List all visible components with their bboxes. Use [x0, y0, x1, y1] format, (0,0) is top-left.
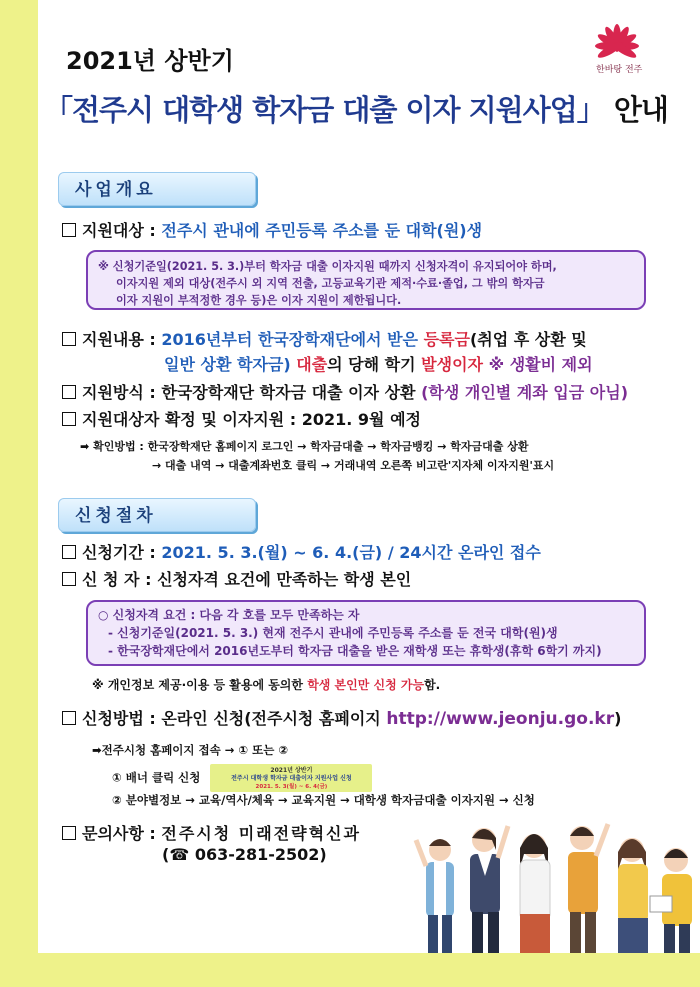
- privacy-line: [92, 676, 440, 693]
- applicant-value: 신청자격 요건에 만족하는 학생 본인: [157, 570, 412, 589]
- contact-row: [62, 821, 361, 844]
- contact-phone: (☎ 063-281-2502): [162, 845, 327, 864]
- howto-value: 온라인 신청(전주시청 홈페이지: [161, 709, 381, 728]
- person-icon: [650, 848, 692, 953]
- person-icon: [618, 838, 648, 953]
- content-exclusion: ※ 생활비 제외: [488, 355, 593, 374]
- period-suffix: / 24시간 온라인 접수: [387, 543, 541, 562]
- checkbox-icon: [62, 385, 76, 399]
- logo-text: 한바탕 전주: [596, 65, 643, 75]
- jeonju-logo-icon: [582, 22, 652, 88]
- howto-close: ): [614, 709, 622, 728]
- checkbox-icon: [62, 545, 76, 559]
- note-line: - 한국장학재단에서 2016년도부터 학자금 대출을 받은 재학생 또는 휴학생(휴학 6학기 까지): [108, 644, 602, 658]
- page-subtitle: 2021년 상반기: [66, 47, 234, 75]
- step-1: [112, 764, 372, 792]
- bottom-accent-bar: [0, 953, 700, 987]
- arrow-icon: ➡: [80, 440, 90, 453]
- page-title: [44, 88, 668, 129]
- person-icon: [520, 834, 550, 953]
- confirm-label: 지원대상자 확정 및 이자지원 :: [82, 410, 297, 429]
- target-row: [62, 218, 482, 241]
- banner-line-1: 2021년 상반기: [270, 767, 313, 774]
- target-label: 지원대상 :: [82, 221, 156, 240]
- arrow-icon: ➡: [92, 743, 102, 757]
- check-text: 확인방법 : 한국장학재단 홈페이지 로그인 → 학자금대출 → 학자금뱅킹 → 학자금대출 상환: [93, 440, 529, 453]
- step-text: ① 배너 클릭 신청: [112, 770, 201, 785]
- content-row: [62, 327, 587, 350]
- step-2: ② 분야별정보 → 교육/역사/체육 → 교육지원 → 대학생 학자금대출 이자지원 → 신청: [112, 793, 535, 807]
- privacy-text: ※ 개인정보 제공·이용 등 활용에 동의한: [92, 678, 303, 692]
- note-line: 이자 지원이 부적정한 경우 등)은 이자 지원이 제한됩니다.: [116, 294, 402, 307]
- checkbox-icon: [62, 826, 76, 840]
- method-row: [62, 380, 628, 403]
- privacy-highlight: 학생 본인만 신청 가능: [307, 678, 425, 692]
- title-main: 「전주시 대학생 학자금 대출 이자 지원사업」: [44, 93, 605, 127]
- contact-label: 문의사항 :: [82, 824, 156, 843]
- confirm-row: [62, 407, 421, 430]
- note-line: ※ 신청기준일(2021. 5. 3.)부터 학자금 대출 이자지원 때까지 신청자격이 유지되어야 하며,: [98, 260, 557, 273]
- period-row: [62, 540, 541, 563]
- left-accent-bar: [0, 0, 38, 987]
- banner-line-2: 전주시 대학생 학자금 대출이자 지원사업 신청: [231, 775, 352, 782]
- method-value: 한국장학재단 학자금 대출 이자 상환: [161, 383, 416, 402]
- homepage-link[interactable]: http://www.jeonju.go.kr: [386, 709, 615, 729]
- applicant-label: 신 청 자 :: [82, 570, 152, 589]
- cheering-students-illustration: [412, 810, 700, 953]
- title-suffix: 안내: [613, 93, 668, 127]
- check-method-line-1: [80, 438, 529, 454]
- confirm-value: 2021. 9월 예정: [301, 410, 421, 429]
- note-line: ○ 신청자격 요건 : 다음 각 호를 모두 만족하는 자: [98, 608, 360, 622]
- note-line: 이자지원 제외 대상(전주시 외 지역 전출, 고등교육기관 제적·수료·졸업, 그 밖의 학자금: [116, 277, 545, 290]
- content-highlight: 등록금: [423, 330, 470, 349]
- howto-row: [62, 706, 621, 729]
- content-row-2: [164, 352, 593, 375]
- checkbox-icon: [62, 711, 76, 725]
- checkbox-icon: [62, 223, 76, 237]
- application-banner[interactable]: [210, 764, 372, 792]
- content-text: 2016년부터 한국장학재단에서 받은: [161, 330, 418, 349]
- person-icon: [416, 839, 454, 953]
- content-text: (취업 후 상환 및: [469, 330, 587, 349]
- content-text: 일반 상환 학자금): [164, 355, 291, 374]
- qualification-note: [86, 600, 646, 666]
- howto-label: 신청방법 :: [82, 709, 156, 728]
- method-note: (학생 개인별 계좌 입금 아님): [421, 383, 629, 402]
- period-label: 신청기간 :: [82, 543, 156, 562]
- checkbox-icon: [62, 572, 76, 586]
- content-highlight: 발생이자: [421, 355, 483, 374]
- section-heading-overview: 사업개요: [58, 172, 256, 206]
- content-text: 의 당해 학기: [327, 355, 416, 374]
- contact-department: 전주시청 미래전략혁신과: [161, 824, 361, 843]
- checkbox-icon: [62, 332, 76, 346]
- content-highlight: 대출: [296, 355, 328, 374]
- note-line: - 신청기준일(2021. 5. 3.) 현재 전주시 관내에 주민등록 주소를 둔 전국 대학(원)생: [108, 626, 558, 640]
- method-label: 지원방식 :: [82, 383, 156, 402]
- step-intro: [92, 742, 288, 758]
- content-label: 지원내용 :: [82, 330, 156, 349]
- privacy-text: 함.: [424, 678, 441, 692]
- section-heading-procedure: 신청절차: [58, 498, 256, 532]
- applicant-row: [62, 567, 411, 590]
- check-method-line-2: → 대출 내역 → 대출계좌번호 클릭 → 거래내역 오른쪽 비고란'지자체 이자지원'표시: [152, 459, 555, 472]
- person-icon: [568, 824, 608, 953]
- period-value: 2021. 5. 3.(월) ~ 6. 4.(금): [161, 543, 383, 562]
- banner-line-3: 2021. 5. 3(월) ~ 6. 4(금): [255, 784, 328, 790]
- person-icon: [470, 826, 508, 953]
- step-text: 전주시청 홈페이지 접속 → ① 또는 ②: [101, 743, 289, 757]
- eligibility-note: [86, 250, 646, 310]
- checkbox-icon: [62, 412, 76, 426]
- target-value: 전주시 관내에 주민등록 주소를 둔 대학(원)생: [161, 221, 483, 240]
